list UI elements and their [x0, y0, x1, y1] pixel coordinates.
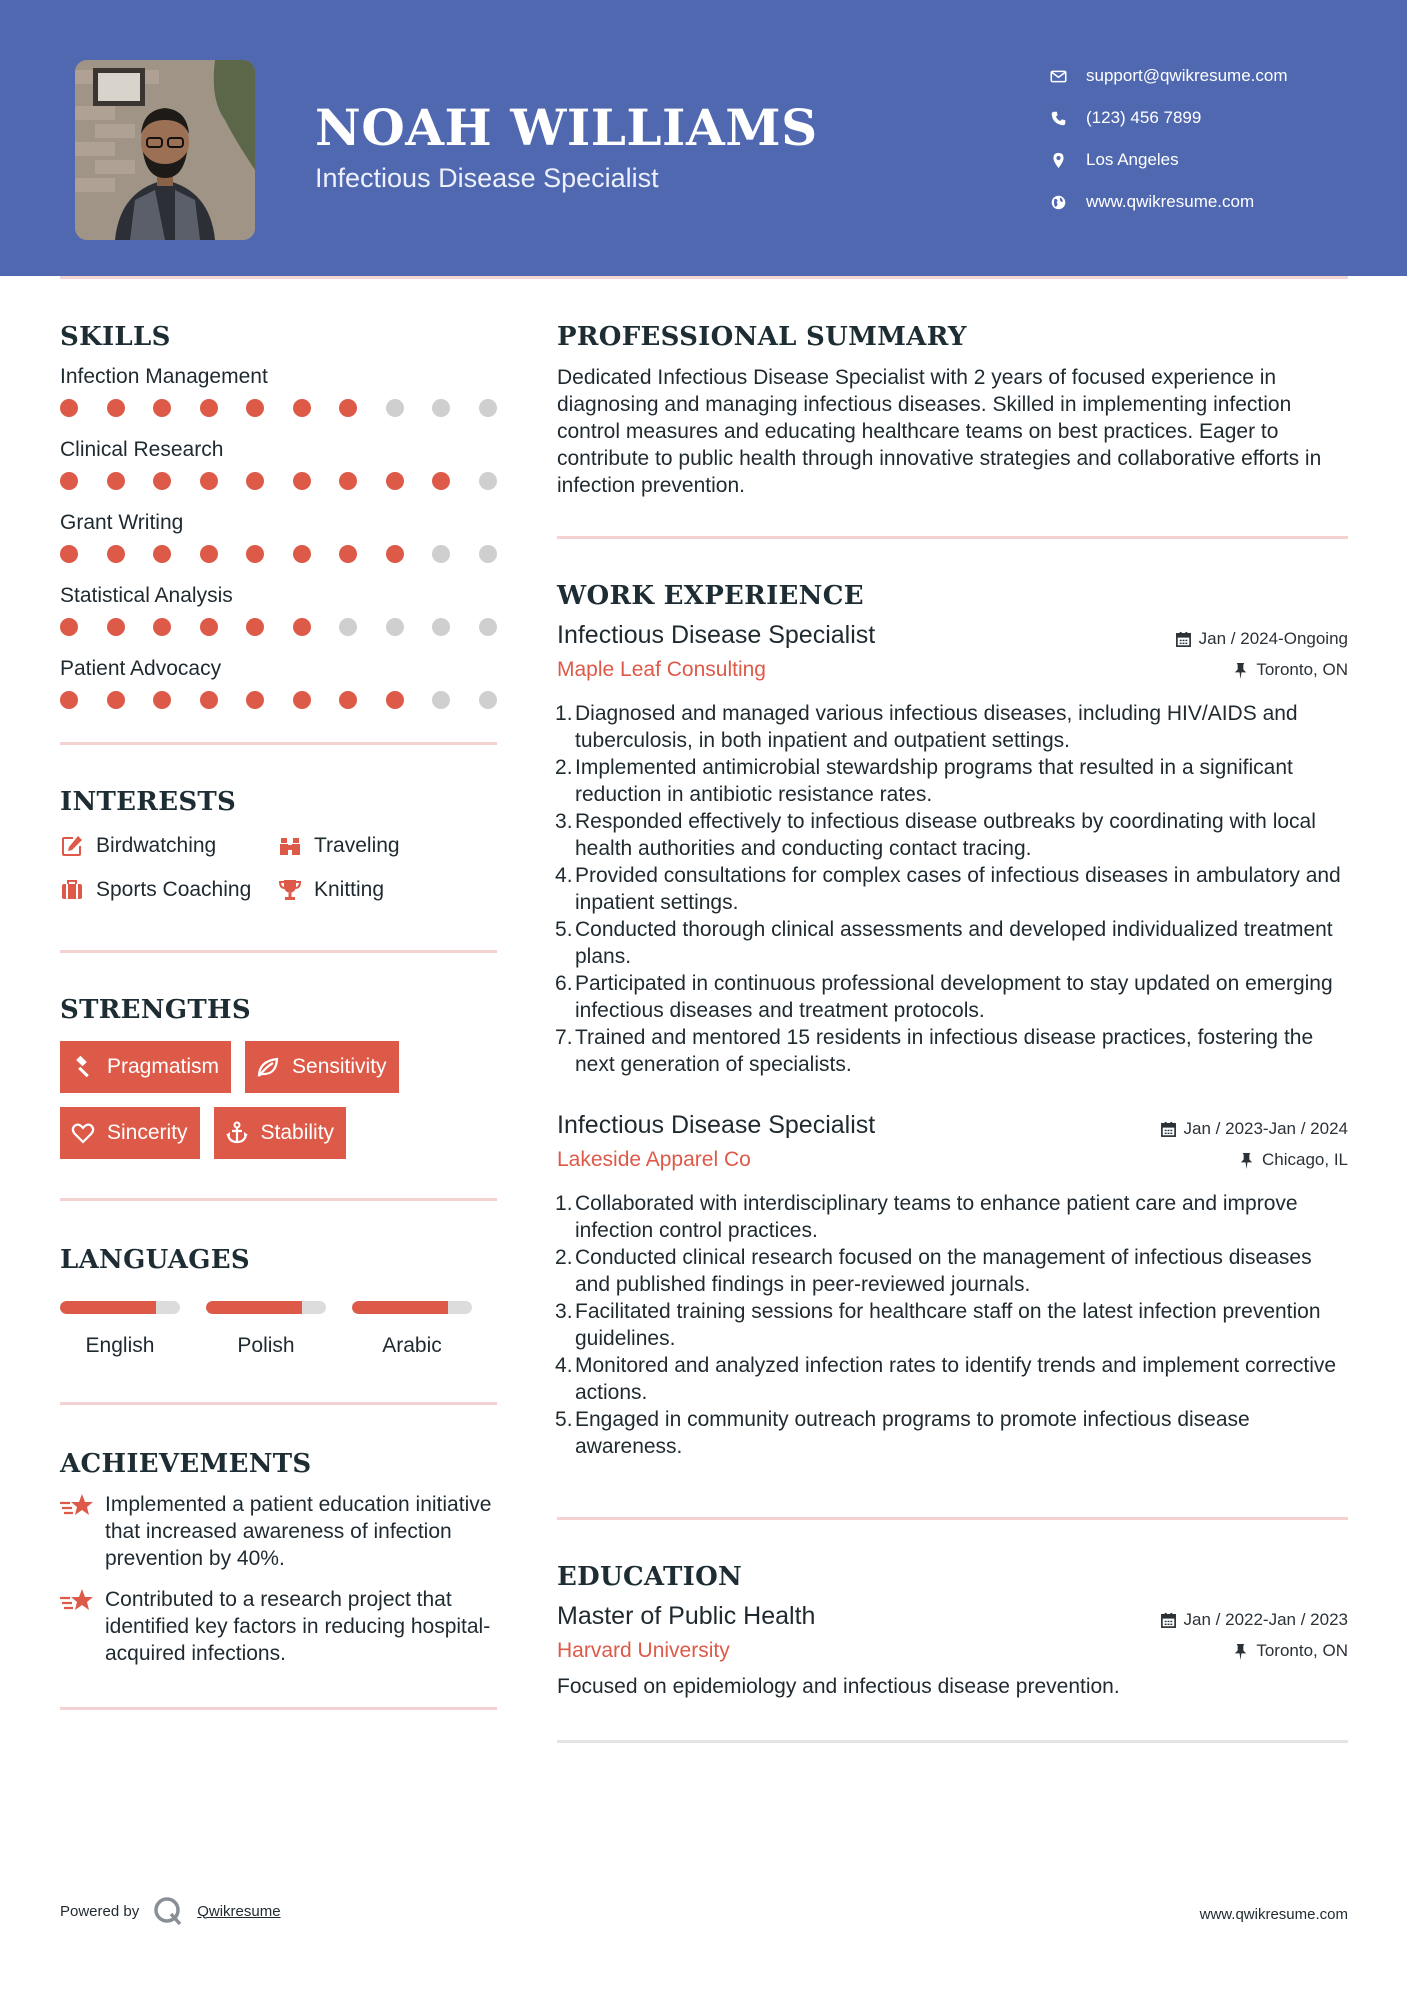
strength-badge — [60, 1107, 200, 1159]
qwikresume-logo-icon — [153, 1896, 183, 1926]
language-bar-fill — [206, 1301, 302, 1314]
strength-label: Stability — [260, 1121, 335, 1144]
strength-label: Pragmatism — [107, 1055, 220, 1078]
candidate-role: Infectious Disease Specialist — [315, 163, 659, 193]
pushpin-icon — [1232, 662, 1249, 679]
skill-item — [60, 583, 497, 637]
experience-title: WORK EXPERIENCE — [557, 581, 864, 611]
job-title: Infectious Disease Specialist — [557, 621, 876, 649]
skill-dot-empty — [432, 618, 450, 636]
strength-label: Sensitivity — [292, 1055, 387, 1078]
job-entry — [557, 621, 1348, 1078]
contact-phone[interactable] — [1050, 97, 1380, 139]
profile-photo-image — [75, 60, 255, 240]
language-bar-fill — [60, 1301, 156, 1314]
skill-rating — [60, 690, 497, 710]
language-name: English — [85, 1334, 155, 1357]
skill-dot-filled — [339, 691, 357, 709]
job-entry — [557, 1111, 1348, 1460]
skill-rating — [60, 617, 497, 637]
gavel-icon — [71, 1055, 107, 1079]
footer-website[interactable]: www.qwikresume.com — [1199, 1906, 1348, 1923]
strength-badge — [245, 1041, 399, 1093]
skill-dot-filled — [107, 618, 125, 636]
calendar-icon — [1175, 631, 1192, 648]
duties-list — [575, 700, 1348, 1078]
skill-dot-filled — [293, 618, 311, 636]
calendar-icon — [1160, 1121, 1177, 1138]
skill-name: Grant Writing — [60, 511, 184, 534]
skill-dot-filled — [246, 618, 264, 636]
duty-item: Implemented antimicrobial stewardship programs that resulted in a significant reduction in antibiotic resistance rates. — [575, 756, 1293, 806]
skills-title: SKILLS — [60, 322, 171, 352]
skill-dot-filled — [60, 691, 78, 709]
shooting-star-icon — [60, 1586, 105, 1621]
company-name: Maple Leaf Consulting — [557, 658, 766, 681]
skill-dot-filled — [386, 472, 404, 490]
skill-dot-empty — [432, 545, 450, 563]
language-bar — [206, 1301, 326, 1314]
skill-dot-filled — [200, 545, 218, 563]
heart-icon — [71, 1121, 107, 1145]
globe-icon — [1050, 194, 1086, 211]
skill-item — [60, 364, 497, 418]
skill-dot-filled — [153, 618, 171, 636]
contact-location — [1050, 139, 1380, 181]
interest-item — [278, 833, 478, 859]
interests-title: INTERESTS — [60, 787, 237, 817]
right-column — [557, 276, 1348, 1743]
skill-rating — [60, 544, 497, 564]
duty-item: Diagnosed and managed various infectious diseases, including HIV/AIDS and tuberculosis, in both inpatient and outpatient settings. — [575, 702, 1298, 752]
education-date-text: Jan / 2022-Jan / 2023 — [1183, 1610, 1348, 1629]
contact-phone-text: (123) 456 7899 — [1086, 108, 1202, 127]
skill-dot-filled — [153, 545, 171, 563]
job-date-text: Jan / 2023-Jan / 2024 — [1183, 1119, 1348, 1138]
skill-item — [60, 437, 497, 491]
briefcase-icon — [60, 878, 96, 902]
strengths-list — [60, 1041, 497, 1159]
job-date — [1175, 629, 1348, 649]
achievement-text: Implemented a patient education initiative that increased awareness of infection prevention by 40%. — [105, 1493, 492, 1570]
skill-name: Patient Advocacy — [60, 657, 222, 680]
skill-dot-filled — [200, 691, 218, 709]
school-name: Harvard University — [557, 1639, 730, 1662]
skill-dot-filled — [60, 545, 78, 563]
contact-location-text: Los Angeles — [1086, 150, 1179, 169]
powered-by-text: Powered by — [60, 1902, 140, 1920]
skill-dot-filled — [153, 472, 171, 490]
skill-dot-filled — [153, 399, 171, 417]
skill-name: Statistical Analysis — [60, 584, 233, 607]
profile-photo — [75, 60, 255, 240]
duty-item: Conducted thorough clinical assessments and developed individualized treatment plans. — [575, 918, 1333, 968]
resume-header — [0, 0, 1407, 276]
duty-item: Conducted clinical research focused on the management of infectious diseases and published findings in peer-reviewed journals. — [575, 1246, 1312, 1296]
anchor-icon — [225, 1121, 261, 1145]
pencil-square-icon — [60, 834, 96, 858]
degree-title: Master of Public Health — [557, 1602, 816, 1630]
contact-website-text: www.qwikresume.com — [1086, 192, 1255, 211]
skill-dot-empty — [479, 545, 497, 563]
duties-list — [575, 1190, 1348, 1460]
interest-item — [60, 877, 278, 903]
education-date — [1160, 1610, 1348, 1630]
candidate-name: NOAH WILLIAMS — [315, 98, 818, 157]
language-item — [206, 1301, 326, 1358]
skill-dot-filled — [293, 472, 311, 490]
interest-label: Sports Coaching — [96, 878, 252, 901]
language-bar-fill — [352, 1301, 448, 1314]
pushpin-icon — [1238, 1152, 1255, 1169]
skill-dot-empty — [386, 618, 404, 636]
achievement-item — [60, 1491, 497, 1572]
skill-dot-filled — [293, 399, 311, 417]
interest-label: Birdwatching — [96, 834, 217, 857]
summary-text: Dedicated Infectious Disease Specialist with 2 years of focused experience in diagnosing and managing infectious diseases. Skilled in implementing infection control measures and educating healthcare teams on best practices. Eager to contribute to public health through innovative strategies and collaborative efforts in infection prevention. — [557, 366, 1322, 497]
pushpin-icon — [1232, 1643, 1249, 1660]
skill-dot-filled — [293, 691, 311, 709]
skill-dot-filled — [293, 545, 311, 563]
contact-website[interactable] — [1050, 181, 1380, 223]
skill-item — [60, 510, 497, 564]
duty-item: Provided consultations for complex cases of infectious diseases in ambulatory and inpatient settings. — [575, 864, 1341, 914]
language-name: Polish — [237, 1334, 295, 1357]
skill-name: Infection Management — [60, 365, 268, 388]
skill-rating — [60, 471, 497, 491]
achievement-item — [60, 1586, 497, 1667]
languages-title: LANGUAGES — [60, 1245, 250, 1275]
job-location-text: Chicago, IL — [1262, 1150, 1348, 1169]
leaf-icon — [256, 1055, 292, 1079]
skill-dot-filled — [200, 472, 218, 490]
binoculars-icon — [278, 834, 314, 858]
language-bar — [352, 1301, 472, 1314]
company-name: Lakeside Apparel Co — [557, 1148, 751, 1171]
skill-dot-filled — [386, 691, 404, 709]
strength-badge — [60, 1041, 231, 1093]
skill-dot-filled — [60, 472, 78, 490]
skill-dot-filled — [60, 399, 78, 417]
left-column — [60, 276, 497, 1710]
contact-email-text: support@qwikresume.com — [1086, 66, 1288, 85]
education-entry — [557, 1602, 1348, 1700]
duty-item: Collaborated with interdisciplinary teams to enhance patient care and improve infection control practices. — [575, 1192, 1298, 1242]
language-bar — [60, 1301, 180, 1314]
skills-list — [60, 364, 497, 710]
skill-dot-empty — [479, 472, 497, 490]
skill-dot-filled — [339, 399, 357, 417]
job-title: Infectious Disease Specialist — [557, 1111, 876, 1139]
phone-icon — [1050, 110, 1086, 127]
contact-email[interactable] — [1050, 55, 1380, 97]
skill-dot-filled — [432, 472, 450, 490]
footer-powered-by — [60, 1896, 281, 1926]
duty-item: Trained and mentored 15 residents in infectious disease practices, fostering the next generation of specialists. — [575, 1026, 1314, 1076]
education-title: EDUCATION — [557, 1562, 743, 1592]
duty-item: Engaged in community outreach programs to promote infectious disease awareness. — [575, 1408, 1250, 1458]
skill-name: Clinical Research — [60, 438, 224, 461]
language-name: Arabic — [382, 1334, 442, 1357]
education-location — [1232, 1641, 1348, 1661]
job-location — [1238, 1150, 1348, 1170]
trophy-icon — [278, 878, 314, 902]
skill-rating — [60, 398, 497, 418]
calendar-icon — [1160, 1612, 1177, 1629]
skill-dot-empty — [432, 691, 450, 709]
language-item — [60, 1301, 180, 1358]
skill-dot-empty — [479, 399, 497, 417]
skill-dot-filled — [246, 472, 264, 490]
duty-item: Responded effectively to infectious disease outbreaks by coordinating with local health authorities and conducting contact tracing. — [575, 810, 1316, 860]
skill-dot-filled — [107, 691, 125, 709]
summary-title: PROFESSIONAL SUMMARY — [557, 322, 967, 352]
skill-item — [60, 656, 497, 710]
skill-dot-filled — [200, 399, 218, 417]
skill-dot-empty — [479, 691, 497, 709]
section-divider — [60, 1707, 497, 1710]
interest-item — [60, 833, 278, 859]
skill-dot-filled — [339, 472, 357, 490]
interest-label: Traveling — [314, 834, 400, 857]
interests-list — [60, 833, 497, 903]
skill-dot-filled — [246, 691, 264, 709]
brand-link[interactable]: Qwikresume — [197, 1902, 281, 1920]
section-divider — [557, 1740, 1348, 1743]
skill-dot-filled — [339, 545, 357, 563]
skill-dot-filled — [246, 399, 264, 417]
contact-list — [1050, 55, 1380, 223]
job-date — [1160, 1119, 1348, 1139]
skill-dot-empty — [339, 618, 357, 636]
education-description: Focused on epidemiology and infectious disease prevention. — [557, 1675, 1120, 1698]
strengths-title: STRENGTHS — [60, 995, 251, 1025]
job-location-text: Toronto, ON — [1256, 660, 1348, 679]
languages-list — [60, 1301, 497, 1358]
strength-label: Sincerity — [107, 1121, 188, 1144]
education-location-text: Toronto, ON — [1256, 1641, 1348, 1660]
duty-item: Monitored and analyzed infection rates to identify trends and implement corrective actions. — [575, 1354, 1337, 1404]
envelope-icon — [1050, 68, 1086, 85]
skill-dot-filled — [107, 399, 125, 417]
skill-dot-filled — [246, 545, 264, 563]
strength-badge — [214, 1107, 347, 1159]
duty-item: Participated in continuous professional development to stay updated on emerging infectious diseases and treatment protocols. — [575, 972, 1333, 1022]
skill-dot-filled — [60, 618, 78, 636]
interest-item — [278, 877, 478, 903]
skill-dot-filled — [107, 472, 125, 490]
achievement-text: Contributed to a research project that identified key factors in reducing hospital-acquired infections. — [105, 1588, 491, 1665]
skill-dot-empty — [386, 399, 404, 417]
map-marker-icon — [1050, 152, 1086, 169]
skill-dot-filled — [153, 691, 171, 709]
duty-item: Facilitated training sessions for healthcare staff on the latest infection prevention guidelines. — [575, 1300, 1321, 1350]
skill-dot-filled — [200, 618, 218, 636]
skill-dot-empty — [432, 399, 450, 417]
skill-dot-empty — [479, 618, 497, 636]
achievements-title: ACHIEVEMENTS — [60, 1449, 312, 1479]
shooting-star-icon — [60, 1491, 105, 1526]
skill-dot-filled — [386, 545, 404, 563]
job-location — [1232, 660, 1348, 680]
job-date-text: Jan / 2024-Ongoing — [1198, 629, 1348, 648]
interest-label: Knitting — [314, 878, 385, 901]
language-item — [352, 1301, 472, 1358]
skill-dot-filled — [107, 545, 125, 563]
